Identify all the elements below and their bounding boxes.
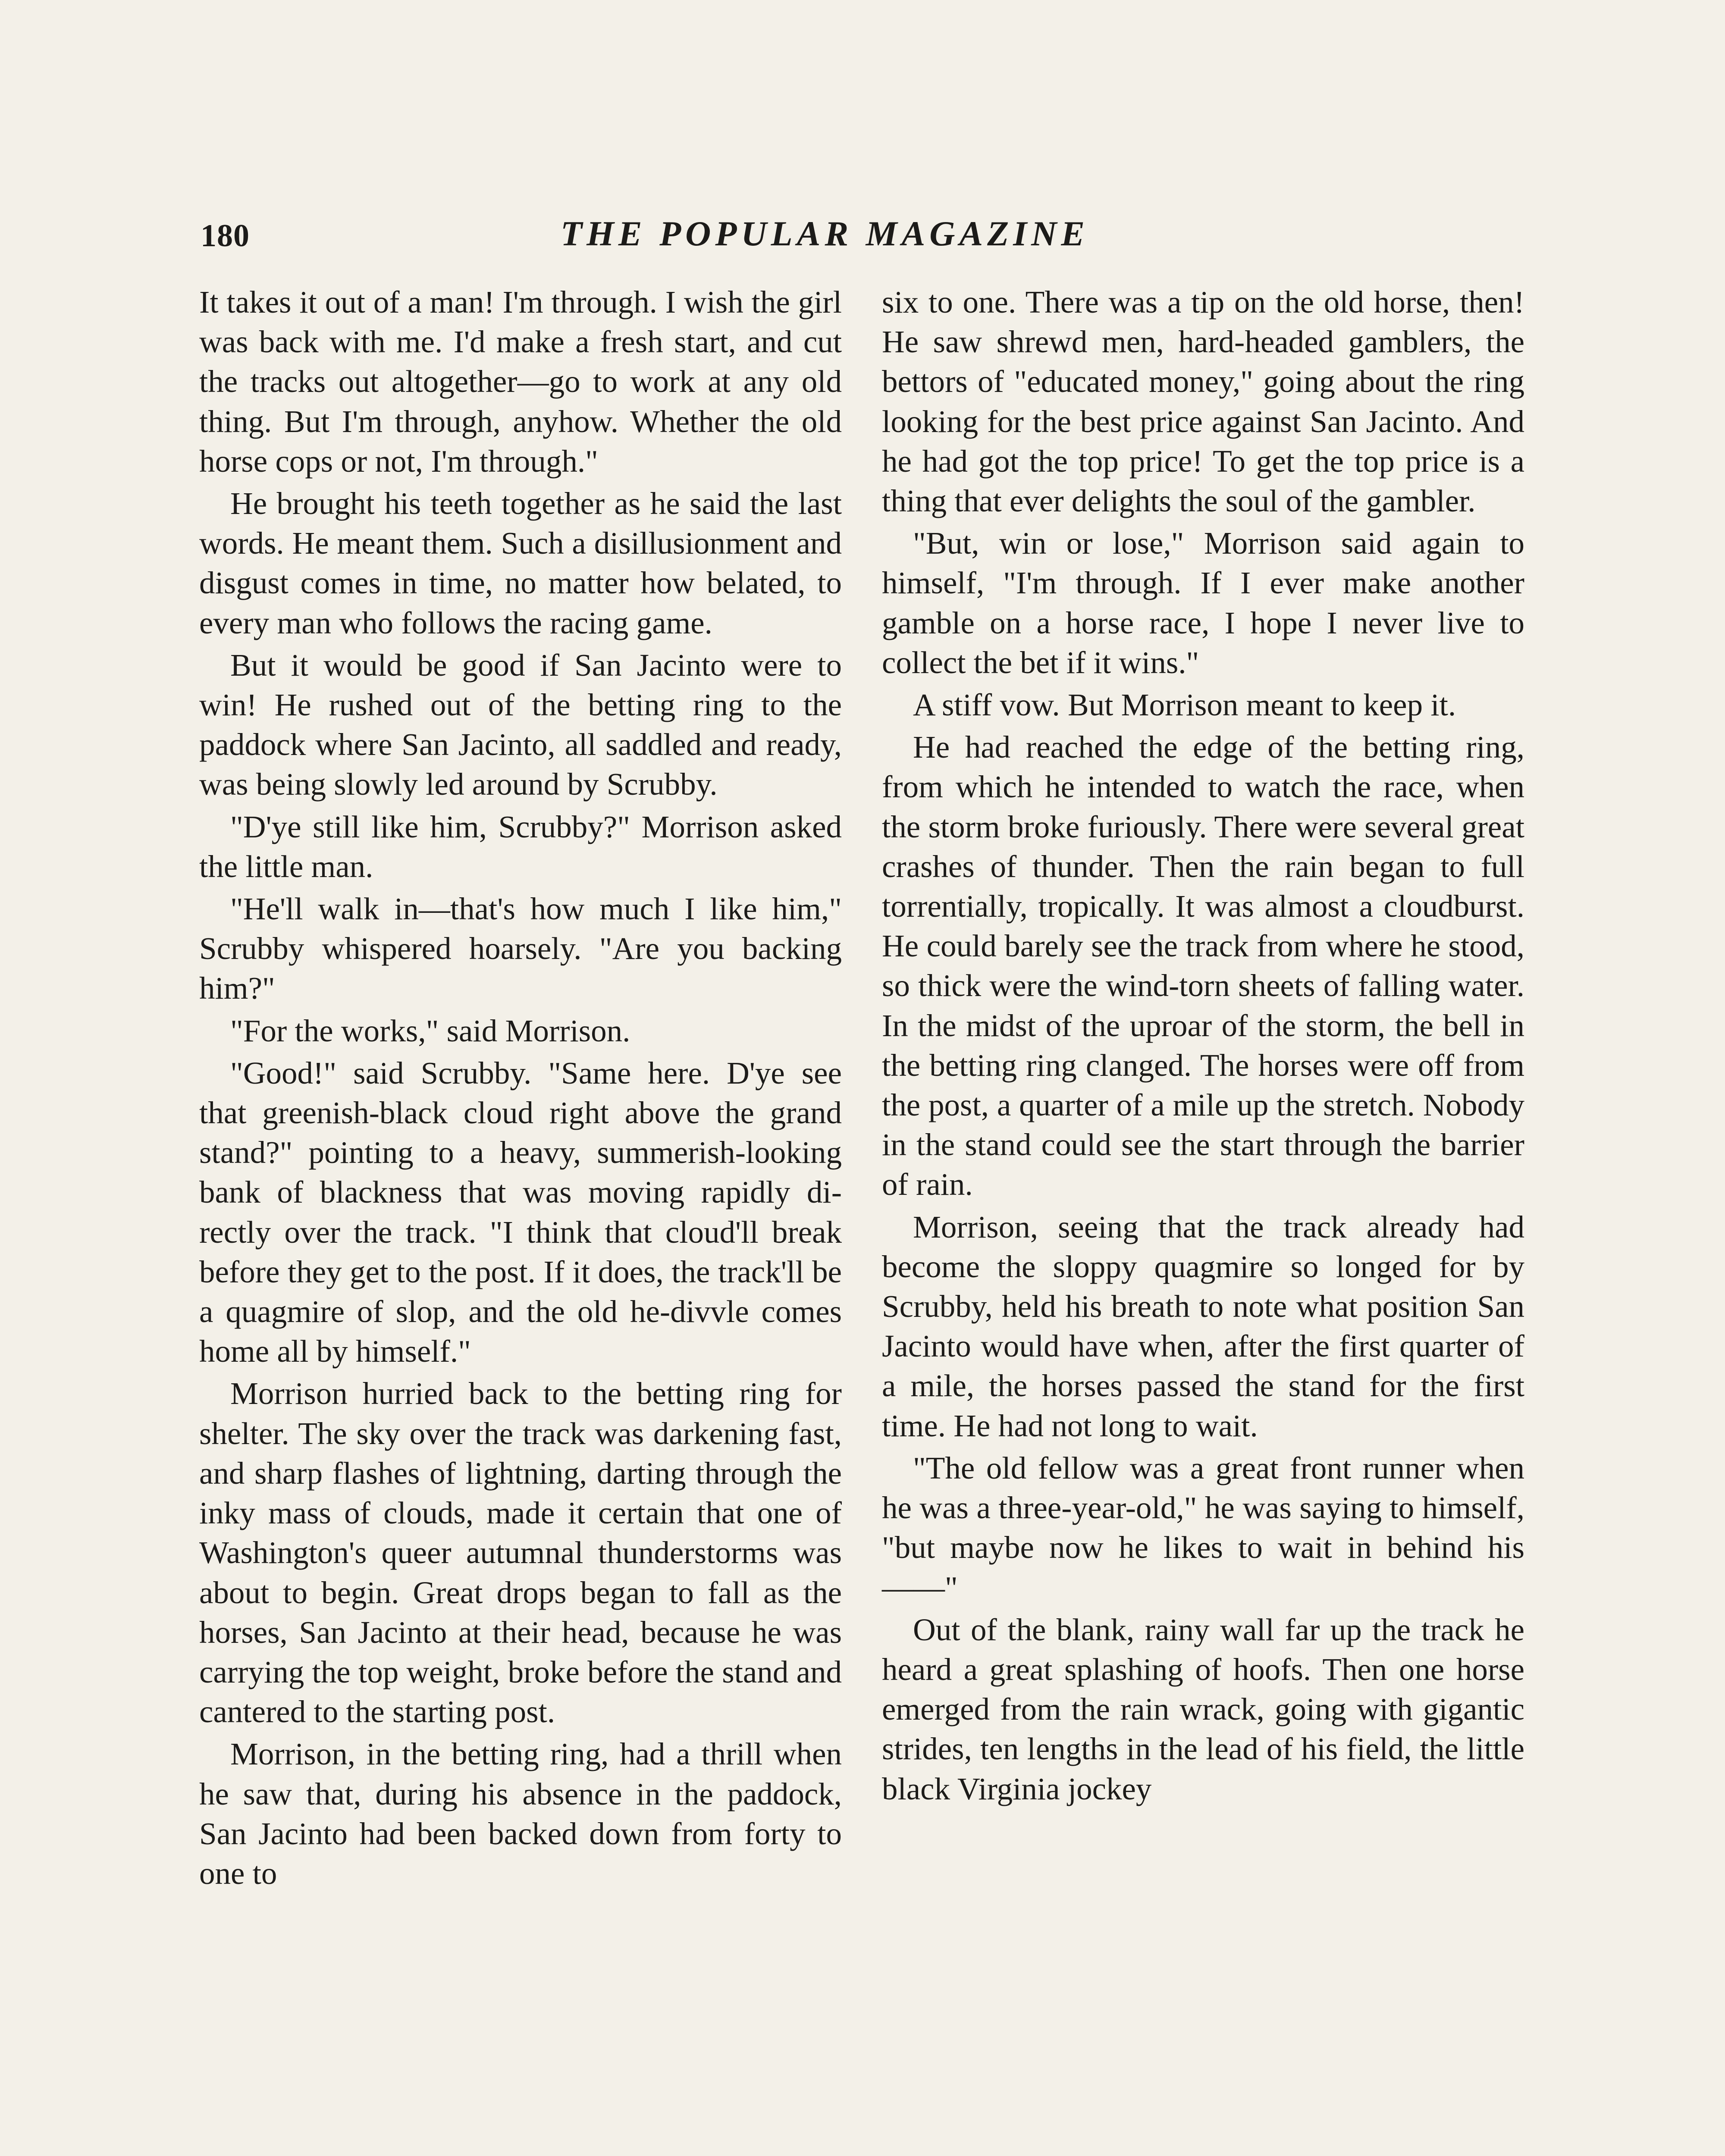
- paragraph: He brought his teeth together as he said the last words. He meant them. Such a disillusionment and disgust comes in time, no matter how belated, to every man who follows the racing game.: [199, 486, 842, 640]
- magazine-title: THE POPULAR MAGAZINE: [561, 214, 1089, 253]
- paragraph: "For the works," said Morrison.: [230, 1013, 630, 1048]
- paragraph: A stiff vow. But Morrison meant to keep it.: [913, 687, 1456, 723]
- paragraph: Out of the blank, rainy wall far up the track he heard a great splashing of hoofs. Then one horse emerged from the rain wrack, going with gigantic strides, ten lengths in the lead of his field, the little black Virginia jockey: [882, 1612, 1524, 1806]
- paragraph: "But, win or lose," Morrison said again to himself, "I'm through. If I ever make another gamble on a horse race, I hope I never live to collect the bet if it wins.": [882, 526, 1524, 680]
- paragraph: But it would be good if San Jacinto were to win! He rushed out of the betting ring to the paddock where San Jacinto, all saddled and ready, was being slowly led around by Scrubby.: [199, 647, 842, 802]
- paragraph: "Good!" said Scrubby. "Same here. D'ye see that greenish-black cloud right above the grand stand?" pointing to a heavy, summerish-looking bank of blackness that was moving rapidly directly over the track. "I think that cloud'll break before they get to the post. If it does, the track'll be a quagmire of slop, and the old he-divvle comes home all by himself.": [199, 1055, 842, 1369]
- right-column: [882, 282, 1524, 1811]
- paragraph: It takes it out of a man! I'm through. I wish the girl was back with me. I'd make a fresh start, and cut the tracks out altogether—go to work at any old thing. But I'm through, anyhow. Whether the old horse cops or not, I'm through.": [199, 285, 842, 479]
- page-number: 180: [201, 218, 250, 254]
- paragraph: He had reached the edge of the betting ring, from which he intended to watch the race, when the storm broke furiously. There were several great crashes of thunder. Then the rain began to full torrentially, tropically. It was almost a cloudburst. He could barely see the track from where he stood, so thick were the wind-torn sheets of falling water. In the midst of the uproar of the storm, the bell in the betting ring clanged. The horses were off from the post, a quarter of a mile up the stretch. Nobody in the stand could see the start through the barrier of rain.: [882, 730, 1524, 1202]
- paragraph: "D'ye still like him, Scrubby?" Morrison asked the little man.: [199, 809, 842, 884]
- left-column: [199, 282, 842, 1896]
- paragraph: Morrison, seeing that the track already had become the sloppy quagmire so longed for by Scrubby, held his breath to note what position San Jacinto would have when, after the first quarter of a mile, the horses passed the stand for the first time. He had not long to wait.: [882, 1209, 1524, 1443]
- paragraph: six to one. There was a tip on the old horse, then! He saw shrewd men, hard-headed gamblers, the bettors of "educated money," going about the ring looking for the best price against San Jacinto. And he had got the top price! To get the top price is a thing that ever delights the soul of the gambler.: [882, 285, 1524, 519]
- paragraph: Morrison hurried back to the betting ring for shelter. The sky over the track was darkening fast, and sharp flashes of lightning, darting through the inky mass of clouds, made it certain that one of Washington's queer autumnal thunderstorms was about to begin. Great drops began to fall as the horses, San Jacinto at their head, because he was carrying the top weight, broke before the stand and cantered to the starting post.: [199, 1376, 842, 1730]
- paragraph: "He'll walk in—that's how much I like him," Scrubby whispered hoarsely. "Are you backing him?": [199, 891, 842, 1006]
- paragraph: "The old fellow was a great front runner when he was a three-year-old," he was saying to himself, "but maybe now he likes to wait in behind his——": [882, 1450, 1524, 1605]
- paragraph: Morrison, in the betting ring, had a thrill when he saw that, during his absence in the paddock, San Jacinto had been backed down from forty to one to: [199, 1736, 842, 1891]
